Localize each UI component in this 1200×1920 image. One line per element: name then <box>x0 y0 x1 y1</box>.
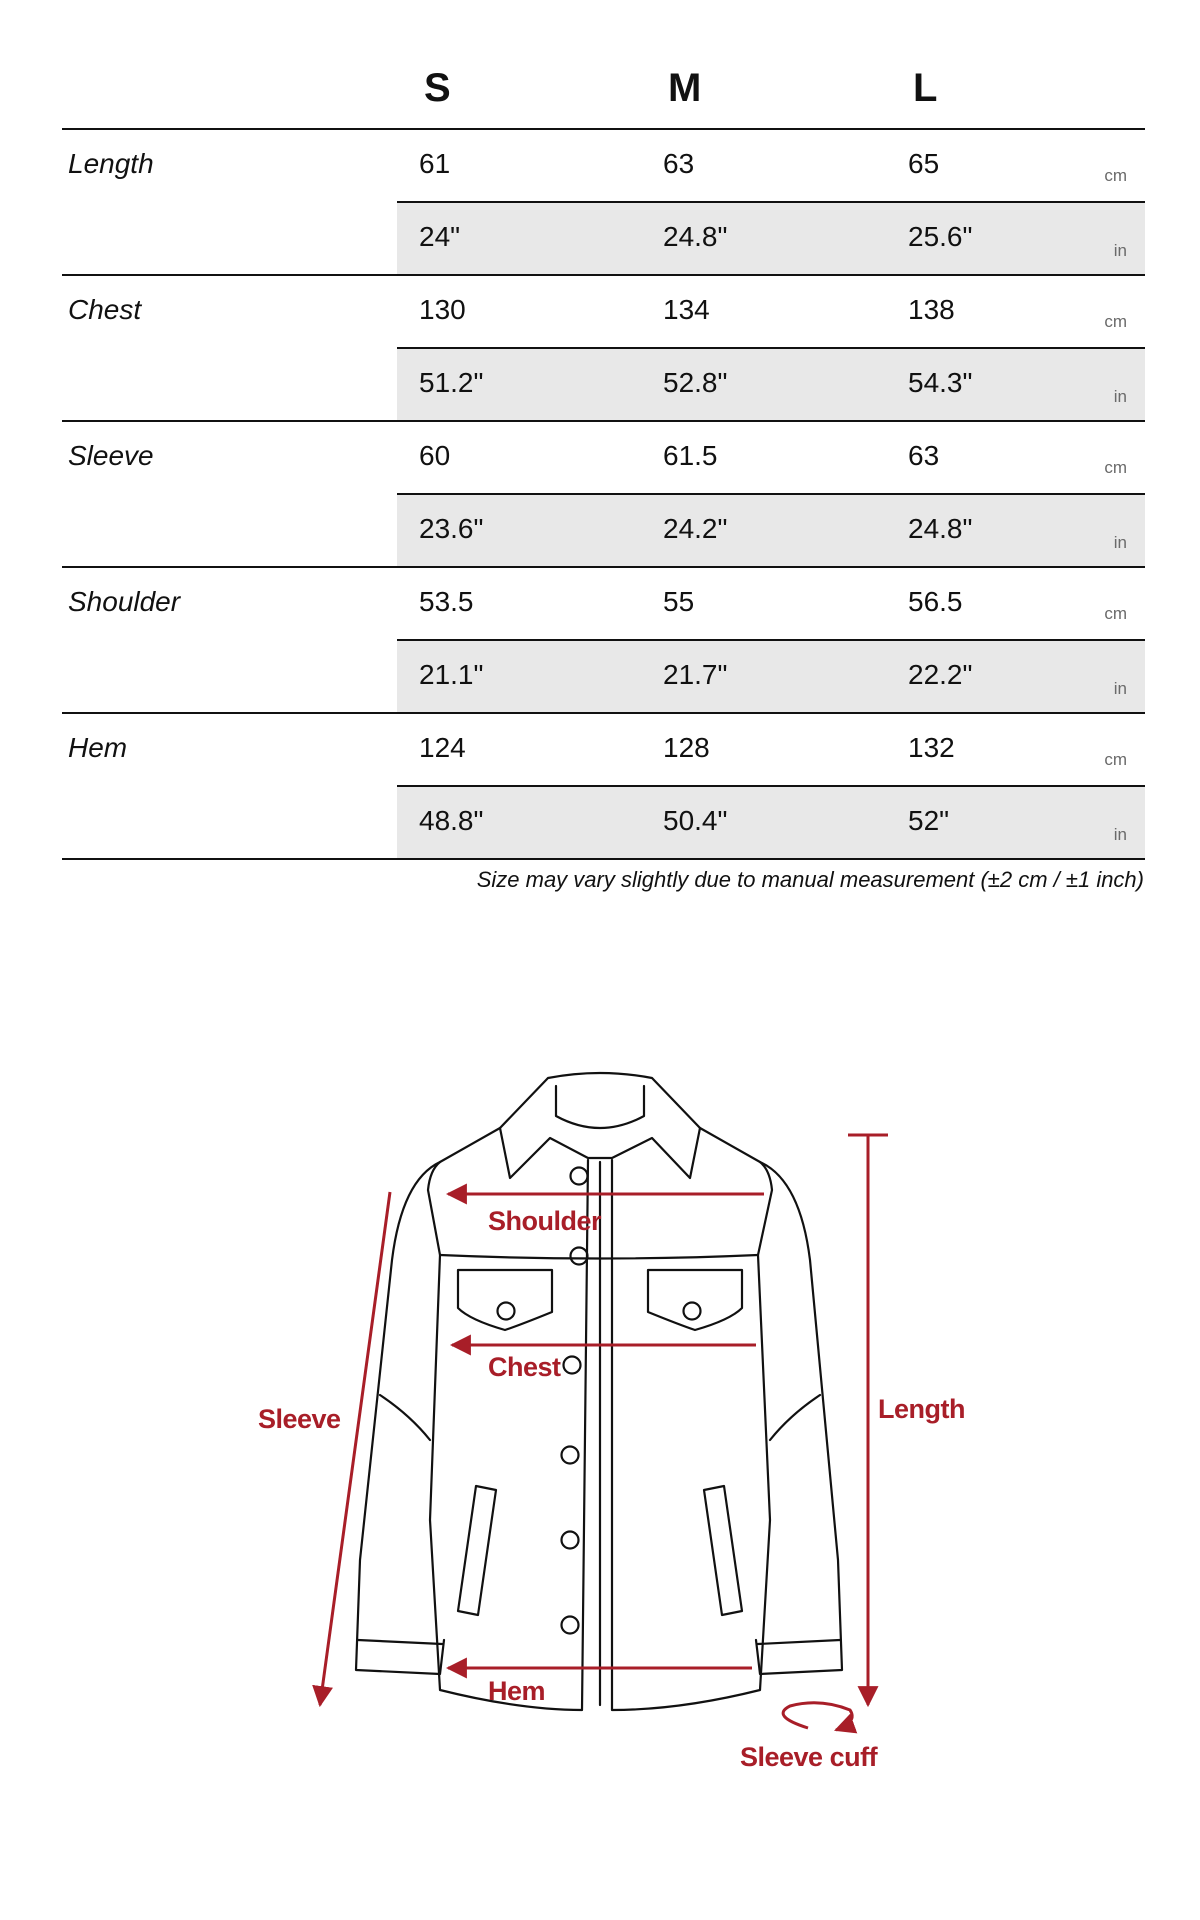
shoulder-m-cm: 55 <box>663 586 695 617</box>
sleeve-cuff-arrow <box>783 1703 852 1730</box>
size-table <box>62 62 1145 860</box>
length-m-in: 24.8" <box>663 221 728 252</box>
in-unit: in <box>1113 679 1127 698</box>
chest-l-cm: 138 <box>908 294 955 325</box>
hem-in-row <box>397 787 1145 858</box>
hem-group <box>62 714 1145 860</box>
cm-unit: cm <box>1104 312 1127 331</box>
length-l-in: 25.6" <box>908 221 973 252</box>
hem-l-in: 52" <box>908 805 950 836</box>
measurement-note: Size may vary slightly due to manual measurement (±2 cm / ±1 inch) <box>476 867 1144 892</box>
hem-cm-row <box>397 714 1145 787</box>
sleeve-l-in: 24.8" <box>908 513 973 544</box>
hem-l-cm: 132 <box>908 732 955 763</box>
shoulder-label: Shoulder <box>488 1206 602 1236</box>
size-header-row <box>62 62 1145 130</box>
jacket-outline <box>356 1073 842 1710</box>
row-label-chest: Chest <box>68 294 142 325</box>
chest-in-row <box>397 349 1145 420</box>
size-l-heading: L <box>913 66 938 110</box>
chest-m-cm: 134 <box>663 294 710 325</box>
length-l-cm: 65 <box>908 148 940 179</box>
length-cm-row <box>397 130 1145 203</box>
in-unit: in <box>1113 825 1127 844</box>
sleeve-cm-row <box>397 422 1145 495</box>
shoulder-m-in: 21.7" <box>663 659 728 690</box>
row-label-length: Length <box>68 148 154 179</box>
in-unit: in <box>1113 241 1127 260</box>
shoulder-s-cm: 53.5 <box>419 586 474 617</box>
hem-m-in: 50.4" <box>663 805 728 836</box>
jacket-measurement-diagram <box>0 1000 1200 1860</box>
shoulder-cm-row <box>397 568 1145 641</box>
chest-cm-row <box>397 276 1145 349</box>
cm-unit: cm <box>1104 750 1127 769</box>
in-unit: in <box>1113 533 1127 552</box>
in-unit: in <box>1113 387 1127 406</box>
chest-s-cm: 130 <box>419 294 466 325</box>
sleeve-label: Sleeve <box>258 1404 341 1434</box>
sleeve-s-cm: 60 <box>419 440 451 471</box>
sleeve-cuff-label: Sleeve cuff <box>740 1742 878 1772</box>
chest-l-in: 54.3" <box>908 367 973 398</box>
row-label-hem: Hem <box>68 732 128 763</box>
sleeve-m-in: 24.2" <box>663 513 728 544</box>
cm-unit: cm <box>1104 458 1127 477</box>
length-m-cm: 63 <box>663 148 695 179</box>
cm-unit: cm <box>1104 166 1127 185</box>
chest-label: Chest <box>488 1352 561 1382</box>
sleeve-s-in: 23.6" <box>419 513 484 544</box>
shoulder-group <box>62 568 1145 714</box>
hem-s-cm: 124 <box>419 732 466 763</box>
size-m-heading: M <box>668 66 702 110</box>
chest-group <box>62 276 1145 422</box>
hem-s-in: 48.8" <box>419 805 484 836</box>
length-s-in: 24" <box>419 221 461 252</box>
shoulder-l-cm: 56.5 <box>908 586 963 617</box>
chest-m-in: 52.8" <box>663 367 728 398</box>
length-in-row <box>397 203 1145 274</box>
length-label: Length <box>878 1394 965 1424</box>
size-s-heading: S <box>424 66 451 110</box>
row-label-sleeve: Sleeve <box>68 440 154 471</box>
sleeve-group <box>62 422 1145 568</box>
length-s-cm: 61 <box>419 148 451 179</box>
sleeve-l-cm: 63 <box>908 440 940 471</box>
hem-m-cm: 128 <box>663 732 710 763</box>
cm-unit: cm <box>1104 604 1127 623</box>
sleeve-in-row <box>397 495 1145 566</box>
shoulder-in-row <box>397 641 1145 712</box>
length-group <box>62 130 1145 276</box>
sleeve-m-cm: 61.5 <box>663 440 718 471</box>
sleeve-arrow <box>320 1192 390 1705</box>
row-label-shoulder: Shoulder <box>68 586 181 617</box>
chest-s-in: 51.2" <box>419 367 484 398</box>
hem-label: Hem <box>488 1676 546 1706</box>
jacket-illustration <box>0 1000 1200 1860</box>
shoulder-s-in: 21.1" <box>419 659 484 690</box>
shoulder-l-in: 22.2" <box>908 659 973 690</box>
